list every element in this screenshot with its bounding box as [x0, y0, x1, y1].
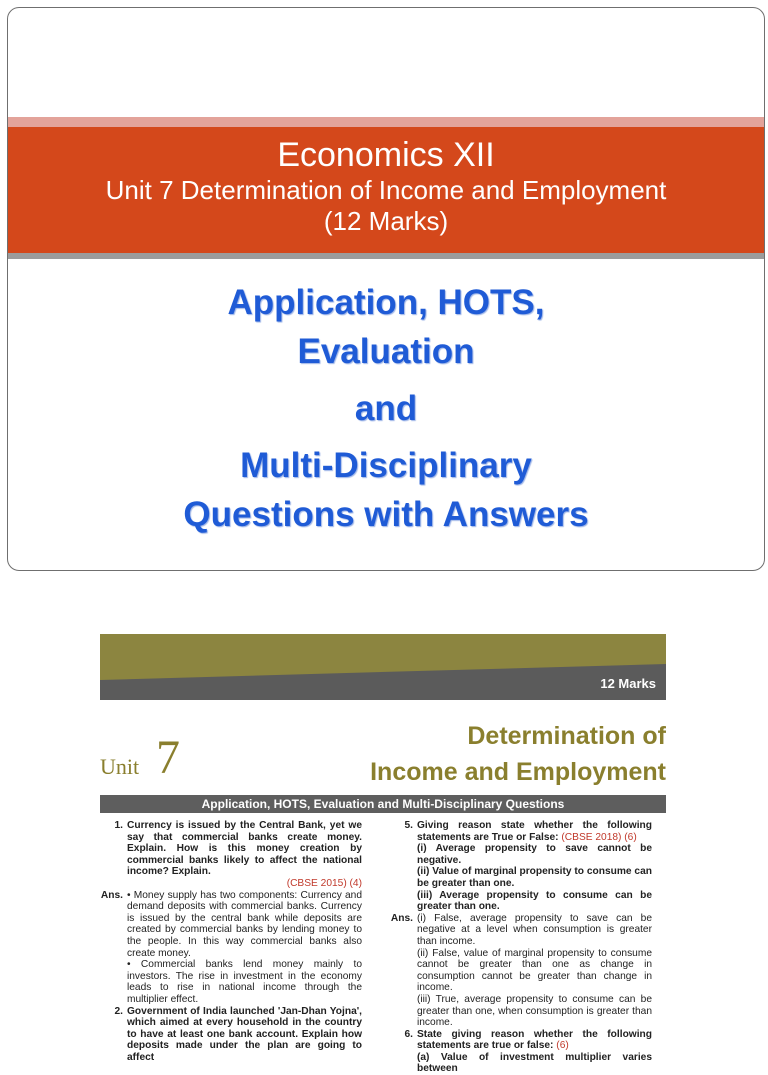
question-number: 5.	[404, 820, 413, 831]
answer-paragraph: (ii) False, value of marginal propensity to consume cannot be greater than one as change in consumption cannot be greater than change in income.	[417, 947, 652, 994]
question-text: State giving reason whether the following statements are true or false:	[417, 1028, 652, 1052]
chapter-title	[370, 718, 666, 790]
slide-body-line: Evaluation	[297, 332, 475, 371]
title-slide	[7, 7, 765, 571]
answer-1	[100, 890, 362, 1006]
question-number: 6.	[404, 1028, 413, 1040]
marks-label: 12 Marks	[600, 676, 656, 691]
unit-number: 7	[156, 731, 180, 784]
question-part: (iii) Average propensity to consume can be greater than one.	[417, 889, 652, 913]
question-text: Currency is issued by the Central Bank, yet we say that commercial banks create money. Explain. How is this money creation by commercial banks likely to affect the national income? Explain.	[127, 820, 362, 878]
slide-divider-band	[8, 253, 764, 259]
answer-label: Ans.	[390, 912, 413, 924]
slide-title: Economics XII	[277, 136, 495, 174]
slide-body-line: Questions with Answers	[183, 495, 589, 534]
answer-5	[390, 913, 652, 1029]
slide-title-banner	[8, 127, 764, 253]
question-5	[390, 820, 652, 913]
textbook-page	[100, 634, 666, 1075]
slide-body-line: and	[354, 389, 418, 428]
chapter-title-line-2: Income and Employment	[370, 758, 666, 786]
slide-subtitle-line-2: (12 Marks)	[323, 206, 449, 236]
slide-accent-band	[8, 117, 764, 127]
question-source: (CBSE 2015) (4)	[286, 877, 362, 889]
answer-paragraph: (i) False, average propensity to save can be negative at a level when consumption is greater than income.	[417, 912, 652, 947]
question-source: (CBSE 2018) (6)	[561, 831, 637, 843]
slide-body-text	[8, 278, 764, 539]
question-text: Giving reason state whether the following statements are True or False:	[417, 820, 652, 843]
question-source: (6)	[556, 1040, 569, 1052]
slide-body-line: Application, HOTS,	[227, 283, 545, 322]
section-heading-bar: Application, HOTS, Evaluation and Multi-Disciplinary Questions	[100, 795, 666, 813]
question-6	[390, 1029, 652, 1075]
question-text: Government of India launched 'Jan-Dhan Yojna', which aimed at every household in the country to have at least one bank account. Explain how deposits made under the plan are going to affect	[127, 1005, 362, 1063]
slide-subtitle-line-1: Unit 7 Determination of Income and Employment	[105, 175, 667, 205]
unit-label: Unit	[100, 754, 140, 779]
answer-paragraph: • Commercial banks lend money mainly to investors. The rise in investment in the economy leads to rise in national income through the multiplier effect.	[127, 959, 362, 1005]
answer-paragraph: (iii) True, average propensity to consume can be greater than one, when consumption is greater than income.	[417, 993, 652, 1029]
answer-label: Ans.	[100, 889, 123, 901]
chapter-title-line-1: Determination of	[467, 722, 666, 750]
question-2	[100, 1006, 362, 1064]
question-part: (i) Average propensity to save cannot be negative.	[417, 843, 652, 866]
right-column	[390, 820, 652, 1075]
question-part: (a) Value of investment multiplier varies between	[417, 1051, 652, 1075]
slide-body-line: Multi-Disciplinary	[240, 446, 532, 485]
question-number: 2.	[114, 1005, 123, 1017]
question-number: 1.	[114, 820, 123, 831]
left-column	[100, 820, 362, 1063]
question-1	[100, 820, 362, 890]
page-header-stripe	[100, 634, 666, 700]
question-part: (ii) Value of marginal propensity to consume can be greater than one.	[417, 866, 652, 889]
answer-paragraph: • Money supply has two components: Currency and demand deposits with commercial banks. Currency is issued by the central bank while deposits are created by commercial banks by lending money to the people. In this way commercial banks also create money.	[127, 889, 362, 959]
